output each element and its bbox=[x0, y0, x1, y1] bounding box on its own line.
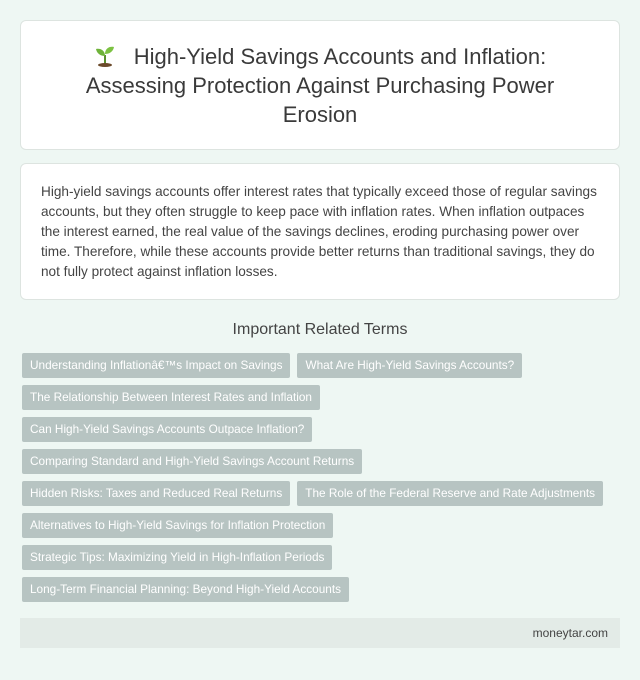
terms-row bbox=[22, 513, 622, 538]
terms-heading: Important Related Terms bbox=[232, 321, 408, 338]
terms-row bbox=[22, 385, 622, 410]
terms-list bbox=[22, 353, 622, 609]
description-card bbox=[20, 163, 620, 300]
term-tag[interactable]: Can High-Yield Savings Accounts Outpace Inflation? bbox=[22, 417, 312, 442]
sprout-icon bbox=[94, 43, 116, 67]
title-card bbox=[20, 20, 620, 150]
footer-site-link[interactable]: moneytar.com bbox=[532, 626, 608, 640]
term-tag[interactable]: Hidden Risks: Taxes and Reduced Real Returns bbox=[22, 481, 290, 506]
terms-row bbox=[22, 481, 622, 506]
page-title bbox=[21, 42, 619, 129]
term-tag[interactable]: Understanding Inflationâ€™s Impact on Savings bbox=[22, 353, 290, 378]
term-tag[interactable]: Long-Term Financial Planning: Beyond High-Yield Accounts bbox=[22, 577, 349, 602]
description-text: High-yield savings accounts offer interest rates that typically exceed those of regular savings accounts, but they often struggle to keep pace with inflation rates. When inflation outpaces the interest earned, the real value of the savings declines, eroding purchasing power over time. Therefore, while these accounts provide better returns than traditional savings, they do not fully protect against inflation losses. bbox=[41, 184, 597, 279]
term-tag[interactable]: Comparing Standard and High-Yield Savings Account Returns bbox=[22, 449, 362, 474]
terms-row bbox=[22, 545, 622, 570]
terms-row bbox=[22, 577, 622, 602]
term-tag[interactable]: The Role of the Federal Reserve and Rate Adjustments bbox=[297, 481, 603, 506]
term-tag[interactable]: Alternatives to High-Yield Savings for Inflation Protection bbox=[22, 513, 333, 538]
page-title-text: High-Yield Savings Accounts and Inflation: Assessing Protection Against Purchasing Power Erosion bbox=[85, 43, 555, 127]
terms-row bbox=[22, 449, 622, 474]
term-tag[interactable]: Strategic Tips: Maximizing Yield in High-Inflation Periods bbox=[22, 545, 332, 570]
term-tag[interactable]: What Are High-Yield Savings Accounts? bbox=[297, 353, 522, 378]
footer bbox=[20, 618, 620, 648]
term-tag[interactable]: The Relationship Between Interest Rates and Inflation bbox=[22, 385, 320, 410]
terms-row bbox=[22, 417, 622, 442]
terms-row bbox=[22, 353, 622, 378]
